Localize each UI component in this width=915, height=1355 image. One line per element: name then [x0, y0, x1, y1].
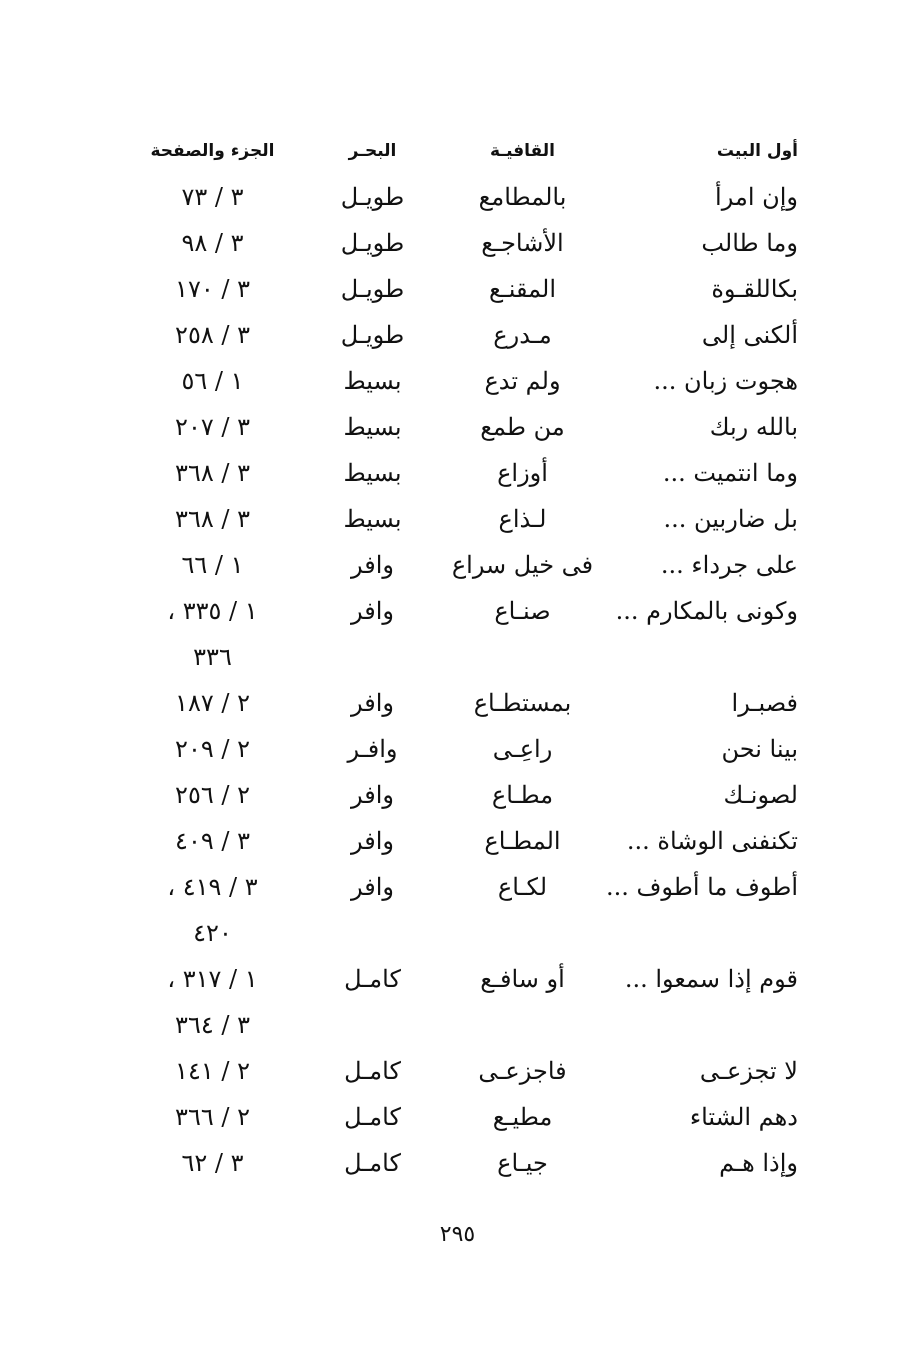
ref-continuation: ٣٣٦	[193, 643, 232, 671]
cell-volume-page	[120, 312, 305, 358]
cell-rhyme: أو سافـع	[480, 965, 565, 993]
cell-rhyme: من طمع	[480, 413, 565, 441]
ref-text: ٣ / ١٧٠	[175, 275, 250, 303]
table-row	[120, 726, 810, 772]
cell-rhyme: جيـاع	[497, 1149, 548, 1177]
cell-meter: طويـل	[340, 183, 405, 211]
cell-meter: كامـل	[344, 965, 401, 993]
cell-first-line: بينا نحن	[721, 735, 798, 763]
table-row	[120, 220, 810, 266]
cell-rhyme: مطـاع	[491, 781, 554, 809]
ref-text: ٣ / ٤١٩ ،	[167, 873, 258, 901]
cell-rhyme: بمستطـاع	[473, 689, 572, 717]
cell-rhyme: لكـاع	[497, 873, 548, 901]
cell-volume-page	[120, 588, 305, 680]
cell-meter: طويـل	[340, 321, 405, 349]
table-header-row	[120, 128, 810, 174]
table-row	[120, 542, 810, 588]
cell-meter: وافر	[351, 781, 394, 809]
cell-first-line: وكونى بالمكارم ...	[615, 597, 798, 625]
cell-volume-page	[120, 864, 305, 956]
cell-first-line: تكنفنى الوشاة ...	[626, 827, 798, 855]
ref-text: ٣ / ٢٥٨	[175, 321, 250, 349]
ref-text: ٢ / ١٤١	[175, 1057, 250, 1085]
cell-first-line: هجوت زبان ...	[653, 367, 798, 395]
verse-index-table	[120, 128, 810, 1186]
table-row	[120, 956, 810, 1048]
cell-volume-page	[120, 772, 305, 818]
ref-text: ١ / ٦٦	[181, 551, 244, 579]
cell-volume-page	[120, 1094, 305, 1140]
ref-text: ٣ / ٣٦٨	[175, 459, 250, 487]
cell-rhyme: ولم تدع	[484, 367, 561, 395]
cell-rhyme: الأشاجـع	[481, 229, 564, 257]
cell-first-line: بالله ربك	[709, 413, 798, 441]
cell-meter: كامـل	[344, 1103, 401, 1131]
cell-rhyme: المقنـع	[488, 275, 557, 303]
table-row	[120, 588, 810, 680]
table-row	[120, 174, 810, 220]
cell-rhyme: صنـاع	[494, 597, 551, 625]
cell-meter: وافـر	[347, 735, 398, 763]
ref-text: ٣ / ٩٨	[181, 229, 244, 257]
cell-rhyme: مـدرع	[493, 321, 552, 349]
ref-continuation: ٤٢٠	[193, 919, 232, 947]
cell-rhyme: لـذاع	[498, 505, 547, 533]
cell-meter: وافر	[351, 551, 394, 579]
table-row	[120, 358, 810, 404]
ref-text: ٣ / ٦٢	[181, 1149, 244, 1177]
cell-first-line: بل ضاربين ...	[663, 505, 798, 533]
ref-text: ٣ / ٢٠٧	[175, 413, 250, 441]
cell-volume-page	[120, 818, 305, 864]
ref-continuation: ٣ / ٣٦٤	[175, 1011, 250, 1039]
cell-volume-page	[120, 726, 305, 772]
cell-meter: وافر	[351, 827, 394, 855]
cell-meter: كامـل	[344, 1057, 401, 1085]
cell-meter: كامـل	[344, 1149, 401, 1177]
cell-volume-page	[120, 542, 305, 588]
ref-text: ٢ / ٢٥٦	[175, 781, 250, 809]
header-rhyme: القافيـة	[489, 141, 556, 161]
header-first-line: أول البيت	[716, 141, 798, 161]
cell-rhyme: فاجزعـى	[478, 1057, 567, 1085]
cell-volume-page	[120, 496, 305, 542]
ref-text: ٣ / ٤٠٩	[175, 827, 250, 855]
table-row	[120, 1140, 810, 1186]
header-meter: البحـر	[348, 141, 397, 161]
cell-volume-page	[120, 404, 305, 450]
cell-volume-page	[120, 220, 305, 266]
cell-volume-page	[120, 680, 305, 726]
cell-volume-page	[120, 1140, 305, 1186]
cell-rhyme: راعِـى	[492, 735, 553, 763]
cell-first-line: بكاللقـوة	[711, 275, 798, 303]
table-row	[120, 312, 810, 358]
header-volume-page: الجزء والصفحة	[150, 141, 275, 161]
cell-volume-page	[120, 174, 305, 220]
table-row	[120, 266, 810, 312]
cell-first-line: وما انتميت ...	[662, 459, 798, 487]
table-row	[120, 680, 810, 726]
cell-rhyme: مطيـع	[492, 1103, 553, 1131]
cell-meter: وافر	[351, 873, 394, 901]
page-number: ٢٩٥	[439, 1222, 476, 1247]
cell-rhyme: أوزاع	[497, 459, 548, 487]
ref-text: ٢ / ٣٦٦	[175, 1103, 250, 1131]
cell-first-line: فصبـرا	[731, 689, 798, 717]
cell-first-line: قوم إذا سمعوا ...	[624, 965, 798, 993]
table-row	[120, 450, 810, 496]
cell-volume-page	[120, 956, 305, 1048]
table-row	[120, 772, 810, 818]
table-row	[120, 496, 810, 542]
ref-text: ١ / ٥٦	[181, 367, 244, 395]
cell-first-line: أطوف ما أطوف ...	[605, 873, 798, 901]
cell-meter: بسيط	[343, 367, 402, 395]
cell-volume-page	[120, 1048, 305, 1094]
ref-text: ٣ / ٣٦٨	[175, 505, 250, 533]
table-row	[120, 1094, 810, 1140]
cell-meter: طويـل	[340, 229, 405, 257]
cell-volume-page	[120, 266, 305, 312]
ref-text: ٢ / ١٨٧	[175, 689, 250, 717]
cell-meter: بسيط	[343, 459, 402, 487]
cell-first-line: دهم الشتاء	[689, 1103, 798, 1131]
cell-first-line: على جرداء ...	[660, 551, 798, 579]
cell-meter: وافر	[351, 597, 394, 625]
cell-first-line: لا تجزعـى	[699, 1057, 798, 1085]
table-row	[120, 864, 810, 956]
cell-meter: وافر	[351, 689, 394, 717]
cell-volume-page	[120, 358, 305, 404]
ref-text: ١ / ٣٣٥ ،	[167, 597, 258, 625]
cell-meter: طويـل	[340, 275, 405, 303]
cell-meter: بسيط	[343, 413, 402, 441]
cell-first-line: وما طالب	[701, 229, 798, 257]
ref-text: ٣ / ٧٣	[181, 183, 244, 211]
table-row	[120, 1048, 810, 1094]
cell-meter: بسيط	[343, 505, 402, 533]
cell-rhyme: بالمطامع	[478, 183, 567, 211]
cell-volume-page	[120, 450, 305, 496]
table-row	[120, 404, 810, 450]
cell-first-line: ألكنى إلى	[701, 321, 798, 349]
cell-rhyme: فى خيل سراع	[451, 551, 594, 579]
ref-text: ٢ / ٢٠٩	[175, 735, 250, 763]
ref-text: ١ / ٣١٧ ،	[167, 965, 258, 993]
cell-first-line: وإذا هـم	[719, 1149, 798, 1177]
cell-rhyme: المطـاع	[484, 827, 561, 855]
table-row	[120, 818, 810, 864]
cell-first-line: وإن امرأ	[715, 183, 798, 211]
cell-first-line: لصونـك	[723, 781, 798, 809]
